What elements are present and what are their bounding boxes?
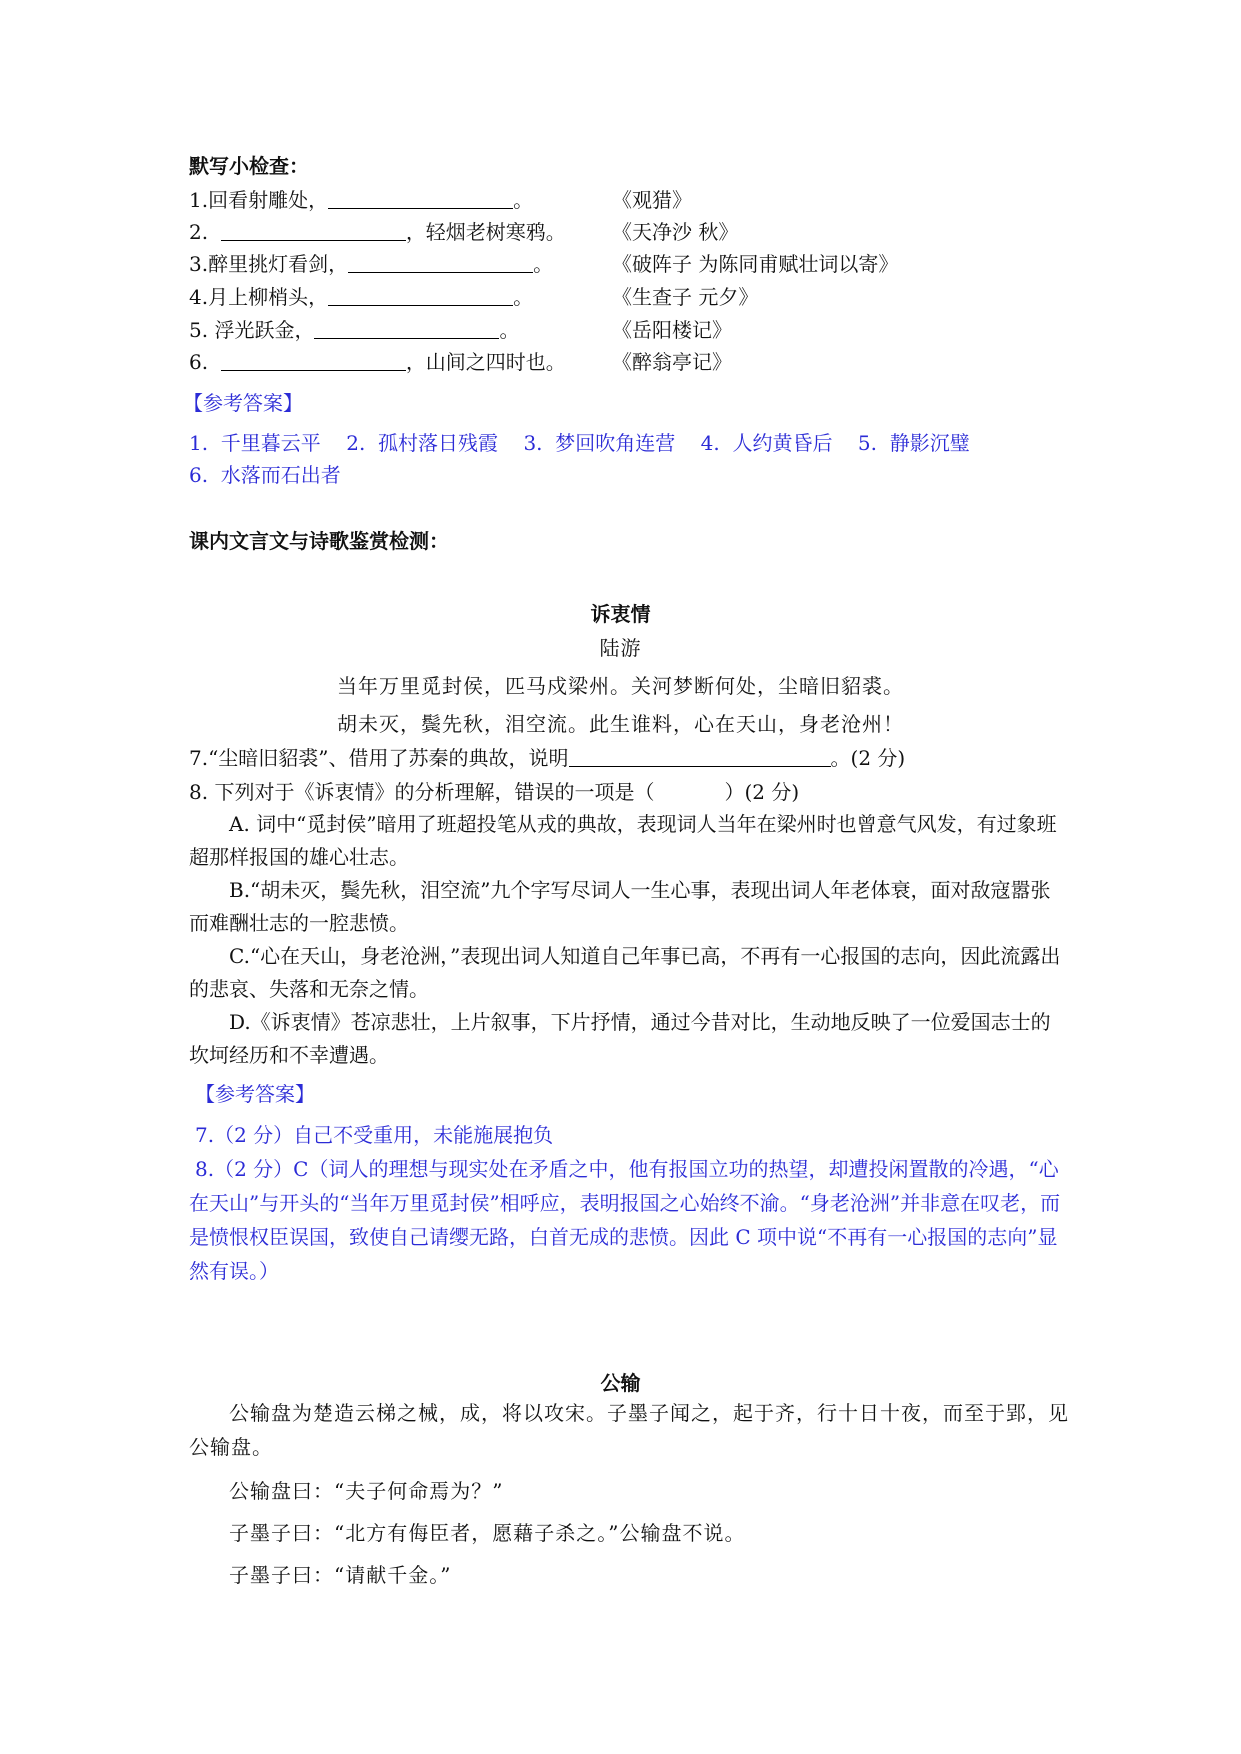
dictation-item-4: 4.月上柳梢头， 。 xyxy=(189,285,534,309)
gongshu-paragraph-1: 公输盘为楚造云梯之械，成，将以攻宋。子墨子闻之，起于齐，行十日十夜，而至于郢，见公输盘。 xyxy=(189,1401,1069,1459)
answer-blank[interactable] xyxy=(328,188,513,209)
dictation-source-6: 《醉翁亭记》 xyxy=(612,350,732,374)
answer-blank[interactable] xyxy=(314,318,499,339)
option-c: C.“心在天山，身老沧洲，”表现出词人知道自己年事已高，不再有一心报国的志向，因此流露出的悲哀、失落和无奈之情。 xyxy=(189,944,1061,1001)
dictation-item-6: 6. ，山间之四时也。 xyxy=(189,350,566,374)
poem-line-1: 当年万里觅封侯，匹马戍梁州。关河梦断何处，尘暗旧貂裘。 xyxy=(337,674,904,698)
dictation-source-2: 《天净沙 秋》 xyxy=(612,220,739,244)
question-7: 7.“尘暗旧貂裘”、借用了苏秦的典故，说明 。(2 分) xyxy=(189,746,906,770)
dictation-answer-label: 【参考答案】 xyxy=(183,391,303,415)
dictation-source-4: 《生查子 元夕》 xyxy=(612,285,759,309)
section2-heading: 课内文言文与诗歌鉴赏检测： xyxy=(189,529,449,553)
answer-blank[interactable] xyxy=(221,220,406,241)
gongshu-paragraph-3: 子墨子曰：“北方有侮臣者，愿藉子杀之。”公输盘不说。 xyxy=(229,1521,746,1545)
dictation-item-3: 3.醉里挑灯看剑， 。 xyxy=(189,252,554,276)
dictation-source-5: 《岳阳楼记》 xyxy=(612,318,732,342)
poem-title: 诉衷情 xyxy=(590,602,651,626)
dictation-answer-line-2: 6. 水落而石出者 xyxy=(189,463,341,487)
dictation-item-5: 5. 浮光跃金， 。 xyxy=(189,318,520,342)
answer-blank[interactable] xyxy=(221,350,406,371)
option-d: D.《诉衷情》苍凉悲壮，上片叙事，下片抒情，通过今昔对比，生动地反映了一位爱国志士的坎坷经历和不幸遭遇。 xyxy=(189,1010,1051,1067)
dictation-heading: 默写小检查： xyxy=(189,154,309,178)
poem-line-2: 胡未灭，鬓先秋，泪空流。此生谁料，心在天山，身老沧州！ xyxy=(337,712,904,736)
gongshu-title: 公输 xyxy=(600,1371,641,1395)
dictation-answer-line-1: 1. 千里暮云平 2. 孤村落日残霞 3. 梦回吹角连营 4. 人约黄昏后 5. 静影沉璧 xyxy=(189,431,970,455)
answer-7: 7.（2 分）自己不受重用，未能施展抱负 xyxy=(195,1123,554,1147)
option-a: A. 词中“觅封侯”暗用了班超投笔从戎的典故，表现词人当年在梁州时也曾意气风发，有过象班超那样报国的雄心壮志。 xyxy=(189,812,1057,869)
answer-blank[interactable] xyxy=(328,285,513,306)
gongshu-paragraph-2: 公输盘曰：“夫子何命焉为？” xyxy=(229,1479,504,1503)
gongshu-paragraph-4: 子墨子曰：“请献千金。” xyxy=(229,1563,452,1587)
answer-blank[interactable] xyxy=(569,746,831,767)
dictation-item-2: 2. ，轻烟老树寒鸦。 xyxy=(189,220,566,244)
question-8: 8. 下列对于《诉衷情》的分析理解，错误的一项是（ ）(2 分) xyxy=(189,780,800,804)
dictation-source-3: 《破阵子 为陈同甫赋壮词以寄》 xyxy=(612,252,899,276)
answer-blank[interactable] xyxy=(348,252,533,273)
option-b: B.“胡未灭，鬓先秋，泪空流”九个字写尽词人一生心事，表现出词人年老体衰，面对敌寇嚣张而难酬壮志的一腔悲愤。 xyxy=(189,878,1051,935)
answer-8: 8.（2 分）C（词人的理想与现实处在矛盾之中，他有报国立功的热望，却遭投闲置散的冷遇，“心在天山”与开头的“当年万里觅封侯”相呼应，表明报国之心始终不渝。“身老沧洲”并非意在叹老，而是愤恨权臣误国，致使自己请缨无路，白首无成的悲愤。因此 C 项中说“不再有一心报国的志向”显然有误。） xyxy=(189,1157,1061,1283)
dictation-source-1: 《观猎》 xyxy=(612,188,692,212)
dictation-item-1: 1.回看射雕处， 。 xyxy=(189,188,534,212)
poem-author: 陆游 xyxy=(599,636,642,660)
section2-answer-label: 【参考答案】 xyxy=(195,1082,315,1106)
